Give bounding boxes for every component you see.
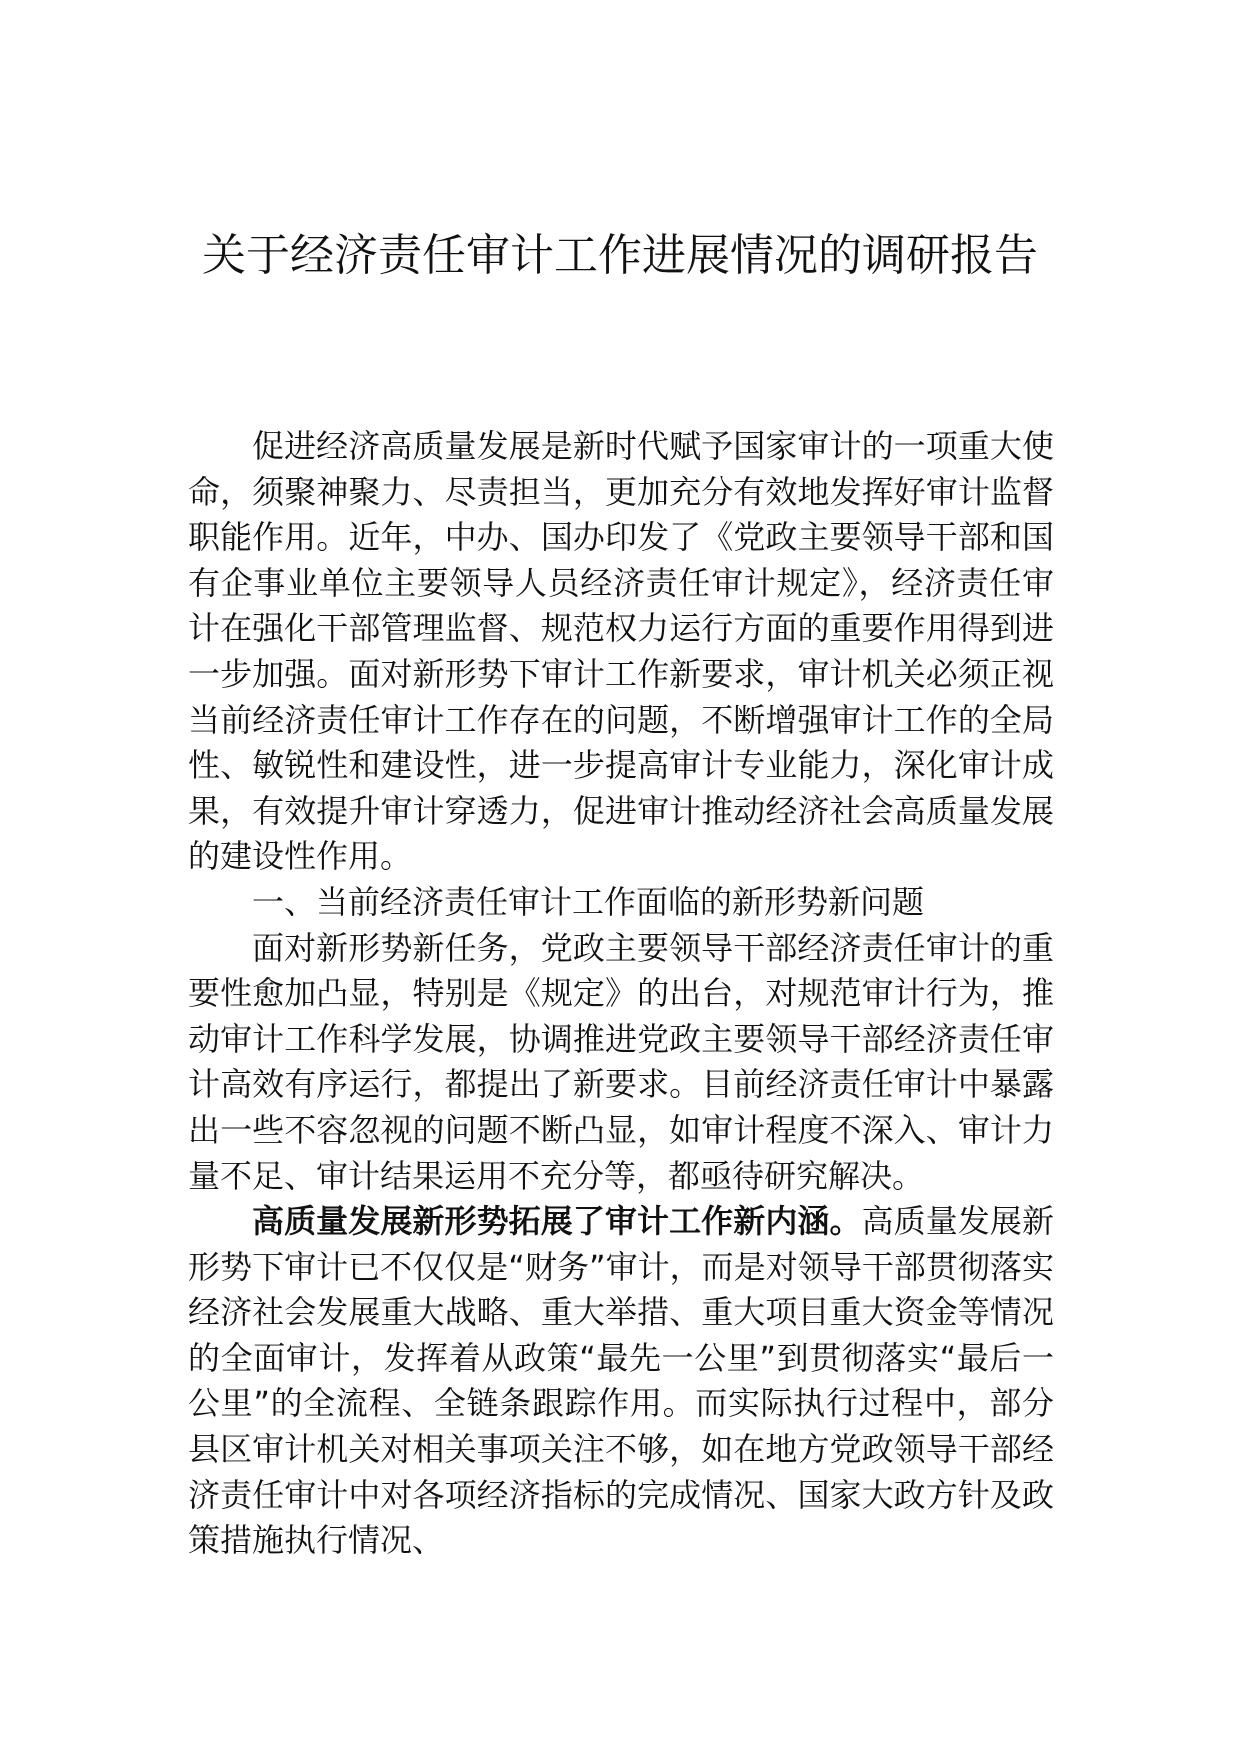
document-title: 关于经济责任审计工作进展情况的调研报告 <box>202 230 1038 281</box>
paragraph-lead-bold: 高质量发展新形势拓展了审计工作新内涵。 <box>252 1202 862 1241</box>
paragraph-section-1: 面对新形势新任务，党政主要领导干部经济责任审计的重要性愈加凸显，特别是《规定》的出台，对规范审计行为，推动审计工作科学发展，协调推进党政主要领导干部经济责任审计高效有序运行，都提出了新要求。目前经济责任审计中暴露出一些不容忽视的问题不断凸显，如审计程度不深入、审计力量不足、审计结果运用不充分等，都亟待研究解决。 <box>188 928 1054 1195</box>
document-body <box>188 424 1054 1564</box>
paragraph-high-quality <box>188 1199 1054 1564</box>
section-heading-1: 一、当前经济责任审计工作面临的新形势新问题 <box>252 882 925 921</box>
paragraph-intro: 促进经济高质量发展是新时代赋予国家审计的一项重大使命，须聚神聚力、尽责担当，更加充分有效地发挥好审计监督职能作用。近年，中办、国办印发了《党政主要领导干部和国有企事业单位主要领导人员经济责任审计规定》，经济责任审计在强化干部管理监督、规范权力运行方面的重要作用得到进一步加强。面对新形势下审计工作新要求，审计机关必须正视当前经济责任审计工作存在的问题，不断增强审计工作的全局性、敏锐性和建设性，进一步提高审计专业能力，深化审计成果，有效提升审计穿透力，促进审计推动经济社会高质量发展的建设性作用。 <box>188 427 1054 876</box>
paragraph-body-text: 高质量发展新形势下审计已不仅仅是“财务”审计，而是对领导干部贯彻落实经济社会发展重大战略、重大举措、重大项目重大资金等情况的全面审计，发挥着从政策“最先一公里”到贯彻落实“最后一公里”的全流程、全链条跟踪作用。而实际执行过程中，部分县区审计机关对相关事项关注不够，如在地方党政领导干部经济责任审计中对各项经济指标的完成情况、国家大政方针及政策措施执行情况、 <box>188 1202 1054 1560</box>
